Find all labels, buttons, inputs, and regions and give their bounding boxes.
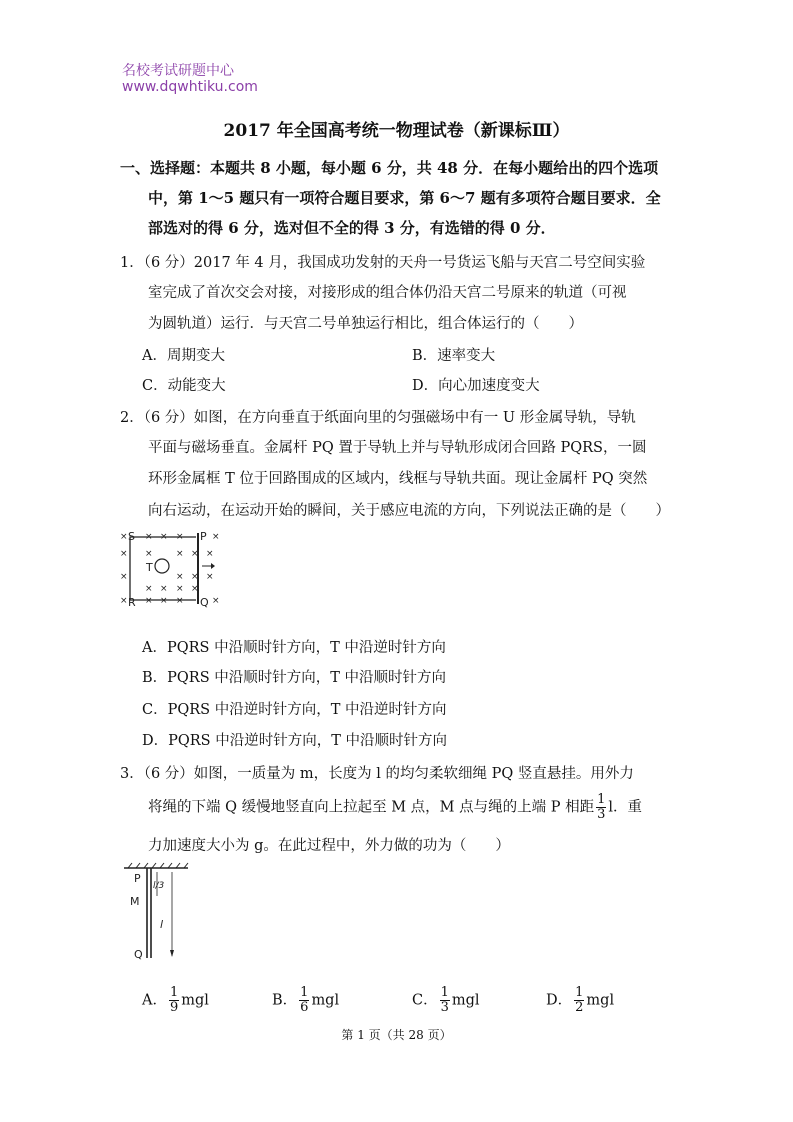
q1-option-d: D．向心加速度变大 — [412, 378, 540, 394]
q3-option-b-den: 6 — [300, 1000, 309, 1015]
q3-option-c-frac — [440, 986, 450, 1015]
field-mark: × — [191, 584, 199, 594]
field-mark: × — [145, 532, 153, 542]
q1-option-a: A．周期变大 — [142, 348, 225, 364]
watermark-url: www.dqwhtiku.com — [122, 79, 258, 95]
field-mark: × — [176, 532, 184, 542]
q3-line2-text: 将绳的下端 Q 缓慢地竖直向上拉起至 M 点，M 点与绳的上端 P 相距 — [148, 799, 595, 816]
q3-fraction — [596, 793, 606, 822]
q3-line3: 力加速度大小为 g。在此过程中，外力做的功为（ ） — [148, 838, 510, 854]
field-mark: × — [176, 549, 184, 559]
q2-line1: 2．（6 分）如图，在方向垂直于纸面向里的匀强磁场中有一 U 形金属导轨，导轨 — [120, 410, 636, 426]
field-mark: × — [120, 549, 128, 559]
label-r: R — [128, 596, 136, 609]
q3-line2 — [148, 793, 642, 822]
rope-figure — [122, 862, 192, 968]
q3-option-b — [272, 986, 339, 1015]
section1-line2: 中，第 1～5 题只有一项符合题目要求，第 6～7 题有多项符合题目要求．全 — [148, 189, 661, 207]
q3-option-a — [142, 986, 209, 1015]
field-mark: × — [176, 596, 184, 606]
label-p: P — [134, 872, 141, 885]
field-mark: × — [145, 596, 153, 606]
q3-option-c — [412, 986, 480, 1015]
label-l: l — [160, 918, 164, 931]
watermark-name: 名校考试研题中心 — [122, 63, 234, 79]
label-p: P — [200, 530, 207, 543]
label-third: l/3 — [153, 881, 165, 891]
q3-option-d — [546, 986, 614, 1015]
q3-option-d-den: 2 — [575, 1000, 584, 1015]
q1-line1: 1．（6 分）2017 年 4 月，我国成功发射的天舟一号货运飞船与天宫二号空间实验 — [120, 255, 646, 271]
q3-option-c-suffix: mgl — [451, 992, 480, 1009]
q1-line2: 室完成了首次交会对接，对接形成的组合体仍沿天宫二号原来的轨道（可视 — [148, 285, 627, 301]
q3-line1: 3．（6 分）如图，一质量为 m，长度为 l 的均匀柔软细绳 PQ 竖直悬挂。用外力 — [120, 766, 634, 782]
field-mark: × — [160, 596, 168, 606]
section1-line1: 一、选择题：本题共 8 小题，每小题 6 分，共 48 分．在每小题给出的四个选项 — [120, 159, 659, 177]
field-mark: × — [206, 549, 214, 559]
q3-option-a-suffix: mgl — [181, 992, 209, 1009]
q3-option-d-prefix: D． — [546, 992, 573, 1009]
field-mark: × — [212, 532, 220, 542]
label-s: S — [128, 530, 135, 543]
q3-option-a-den: 9 — [169, 1000, 179, 1015]
q3-option-c-num: 1 — [440, 985, 449, 1000]
field-mark: × — [191, 572, 199, 582]
q3-option-b-suffix: mgl — [311, 992, 340, 1009]
q2-line4: 向右运动，在运动开始的瞬间，关于感应电流的方向，下列说法正确的是（ ） — [148, 503, 670, 519]
q3-line2-end: l．重 — [608, 799, 643, 816]
label-m: M — [130, 895, 140, 908]
field-mark: × — [145, 584, 153, 594]
q3-option-b-prefix: B． — [272, 992, 298, 1009]
q3-option-a-num: 1 — [169, 985, 179, 1000]
field-mark: × — [206, 572, 214, 582]
field-mark: × — [145, 549, 153, 559]
field-mark: × — [212, 596, 220, 606]
field-mark: × — [176, 572, 184, 582]
q2-option-a: A．PQRS 中沿顺时针方向，T 中沿逆时针方向 — [142, 640, 446, 656]
field-mark: × — [160, 584, 168, 594]
q3-option-c-prefix: C． — [412, 992, 438, 1009]
ring-t — [155, 559, 169, 573]
length-arrowhead — [170, 950, 174, 957]
q2-line2: 平面与磁场垂直。金属杆 PQ 置于导轨上并与导轨形成闭合回路 PQRS，一圆 — [148, 440, 647, 456]
velocity-arrowhead — [211, 563, 215, 569]
field-mark: × — [160, 532, 168, 542]
q3-option-b-frac — [299, 986, 309, 1015]
q3-option-d-frac — [574, 986, 584, 1015]
field-mark: × — [120, 572, 128, 582]
q2-line3: 环形金属框 T 位于回路围成的区域内，线框与导轨共面。现让金属杆 PQ 突然 — [148, 471, 648, 487]
q3-fraction-num: 1 — [597, 792, 606, 807]
q3-option-c-den: 3 — [440, 1000, 449, 1015]
magnetic-field-figure — [118, 528, 230, 610]
label-q: Q — [200, 596, 209, 609]
page-footer: 第 1 页（共 28 页） — [341, 1028, 452, 1042]
q1-line3: 为圆轨道）运行．与天宫二号单独运行相比，组合体运行的（ ） — [148, 316, 583, 332]
section1-line3: 部选对的得 6 分，选对但不全的得 3 分，有选错的得 0 分． — [148, 219, 556, 237]
q1-option-b: B．速率变大 — [412, 348, 496, 364]
field-mark: × — [191, 549, 199, 559]
q2-option-c: C．PQRS 中沿逆时针方向，T 中沿逆时针方向 — [142, 702, 447, 718]
field-mark: × — [120, 596, 128, 606]
q3-option-a-prefix: A． — [142, 992, 167, 1009]
q1-option-c: C．动能变大 — [142, 378, 226, 394]
page-title: 2017 年全国高考统一物理试卷（新课标Ⅲ） — [223, 121, 570, 141]
q3-option-b-num: 1 — [300, 985, 309, 1000]
q2-option-b: B．PQRS 中沿顺时针方向，T 中沿顺时针方向 — [142, 670, 447, 686]
field-mark: × — [176, 584, 184, 594]
label-q: Q — [134, 948, 143, 961]
label-t: T — [146, 561, 153, 574]
q2-option-d: D．PQRS 中沿逆时针方向，T 中沿顺时针方向 — [142, 733, 448, 749]
q3-option-d-suffix: mgl — [586, 992, 615, 1009]
q3-option-a-frac — [169, 986, 179, 1015]
field-mark: × — [120, 532, 128, 542]
q3-option-d-num: 1 — [575, 985, 584, 1000]
q3-fraction-den: 3 — [597, 807, 606, 822]
